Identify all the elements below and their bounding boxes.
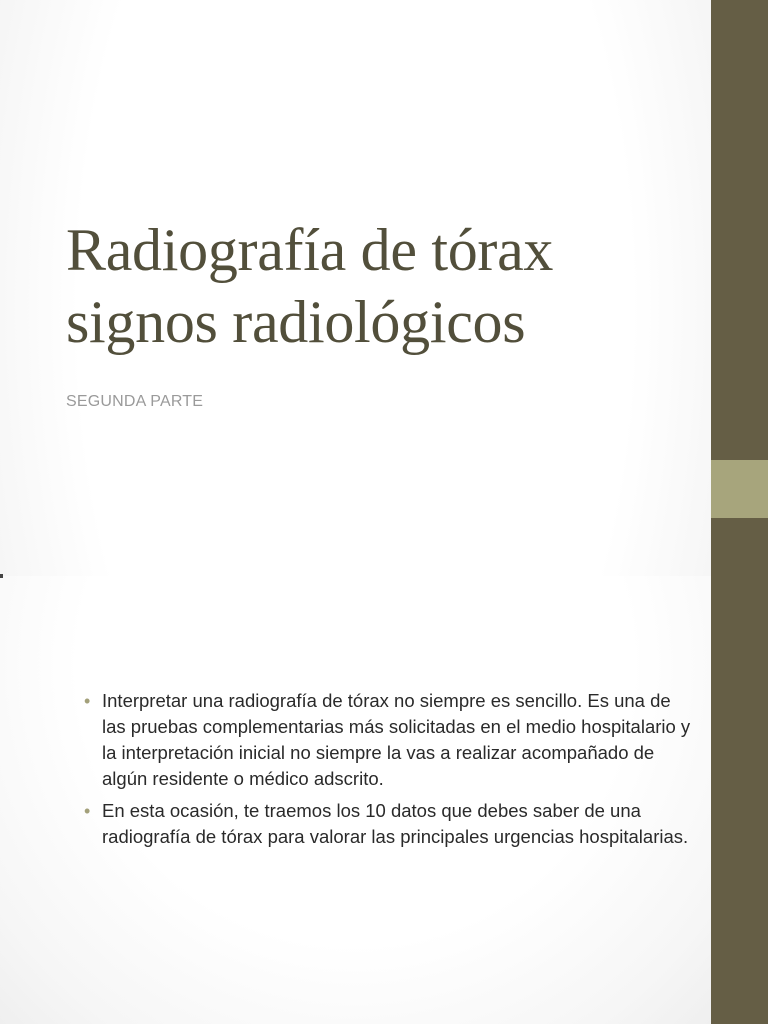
side-decoration-accent (711, 460, 768, 518)
bullet-text: Interpretar una radiografía de tórax no siempre es sencillo. Es una de las pruebas complementarias más solicitadas en el medio hospitalario y la interpretación inicial no siempre la vas a realizar acompañado de algún residente o médico adscrito. (102, 690, 691, 789)
slide-title (66, 214, 696, 358)
slide-title-line-2: signos radiológicos (66, 289, 526, 355)
bullet-list (84, 688, 694, 856)
bullet-item (84, 688, 694, 792)
bullet-marker: • (84, 691, 91, 711)
bullet-marker: • (84, 801, 91, 821)
slide-title-line-1: Radiografía de tórax (66, 217, 554, 283)
slide-subtitle: SEGUNDA PARTE (66, 393, 204, 410)
bullet-item (84, 798, 694, 850)
slide-divider-mark (0, 574, 3, 578)
bullet-text: En esta ocasión, te traemos los 10 datos que debes saber de una radiografía de tórax para valorar las principales urgencias hospitalarias. (102, 800, 689, 847)
